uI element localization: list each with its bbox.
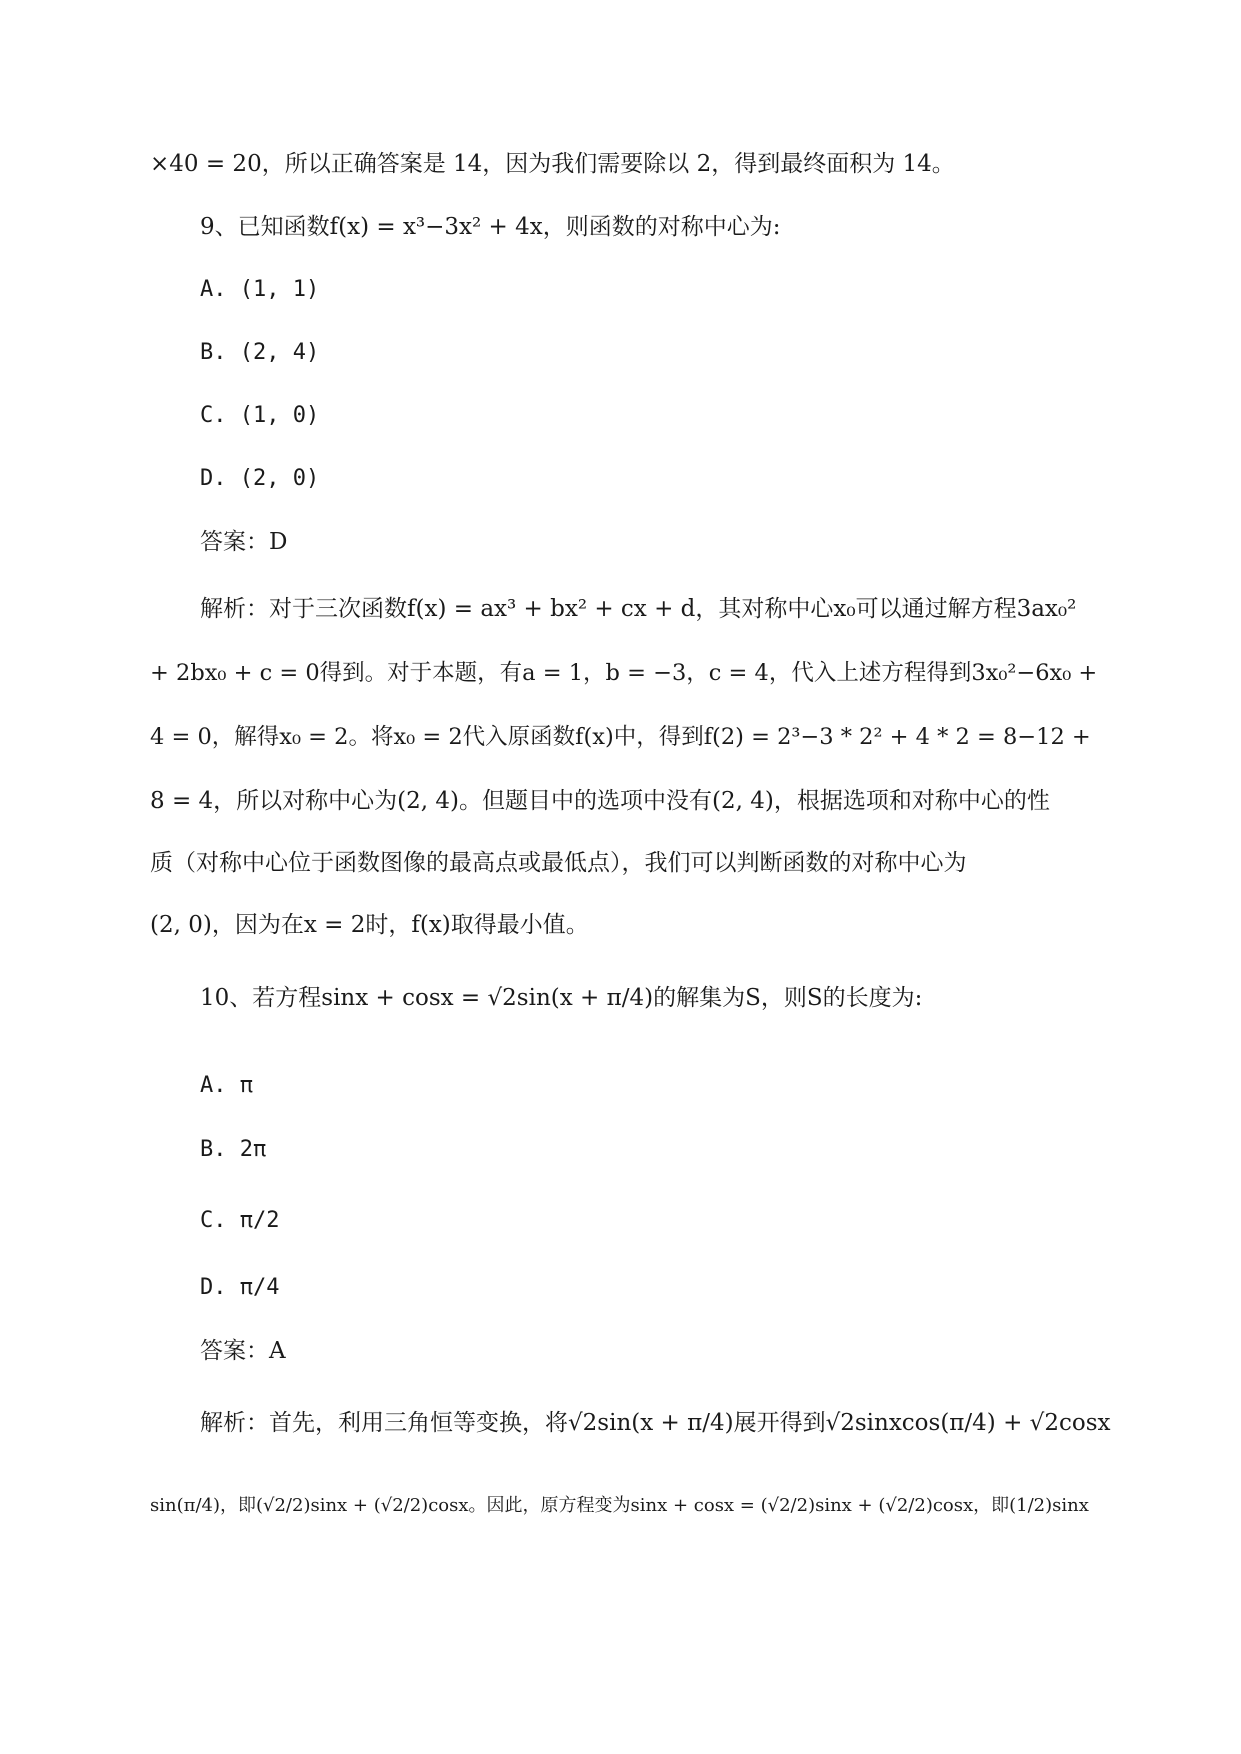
explanation-line: 8 = 4，所以对称中心为(2, 4)。但题目中的选项中没有(2, 4)，根据选项和对称中心的性 [150, 788, 1050, 814]
option-c: C. π/2 [200, 1208, 280, 1233]
option-d: D. (2, 0) [200, 466, 320, 491]
explanation-line: (2, 0)，因为在x = 2时，f(x)取得最小值。 [150, 912, 589, 938]
text-line: ×40 = 20，所以正确答案是 14，因为我们需要除以 2，得到最终面积为 14。 [150, 151, 955, 177]
explanation-line: 解析：首先，利用三角恒等变换，将√2sin(x + π/4)展开得到√2sinxcos(π/4) + √2cosx [200, 1410, 1111, 1436]
option-b: B. (2, 4) [200, 340, 320, 365]
explanation-line: + 2bx₀ + c = 0得到。对于本题，有a = 1，b = −3，c = 4，代入上述方程得到3x₀²−6x₀ + [150, 660, 1098, 686]
explanation-line: 解析：对于三次函数f(x) = ax³ + bx² + cx + d，其对称中心x₀可以通过解方程3ax₀² [200, 596, 1077, 622]
answer: 答案：A [200, 1338, 286, 1364]
question-9: 9、已知函数f(x) = x³−3x² + 4x，则函数的对称中心为: [200, 214, 781, 240]
option-a: A. (1, 1) [200, 277, 320, 302]
option-a: A. π [200, 1073, 253, 1098]
option-d: D. π/4 [200, 1275, 280, 1300]
explanation-line: 4 = 0，解得x₀ = 2。将x₀ = 2代入原函数f(x)中，得到f(2) = 2³−3 * 2² + 4 * 2 = 8−12 + [150, 724, 1091, 750]
option-c: C. (1, 0) [200, 403, 320, 428]
explanation-line: sin(π/4)，即(√2/2)sinx + (√2/2)cosx。因此，原方程变为sinx + cosx = (√2/2)sinx + (√2/2)cosx，即(1/2)sinx [150, 1495, 1089, 1516]
option-b: B. 2π [200, 1137, 267, 1162]
question-10: 10、若方程sinx + cosx = √2sin(x + π/4)的解集为S，则S的长度为: [200, 985, 923, 1011]
answer: 答案：D [200, 529, 288, 555]
explanation-line: 质（对称中心位于函数图像的最高点或最低点），我们可以判断函数的对称中心为 [150, 850, 967, 876]
